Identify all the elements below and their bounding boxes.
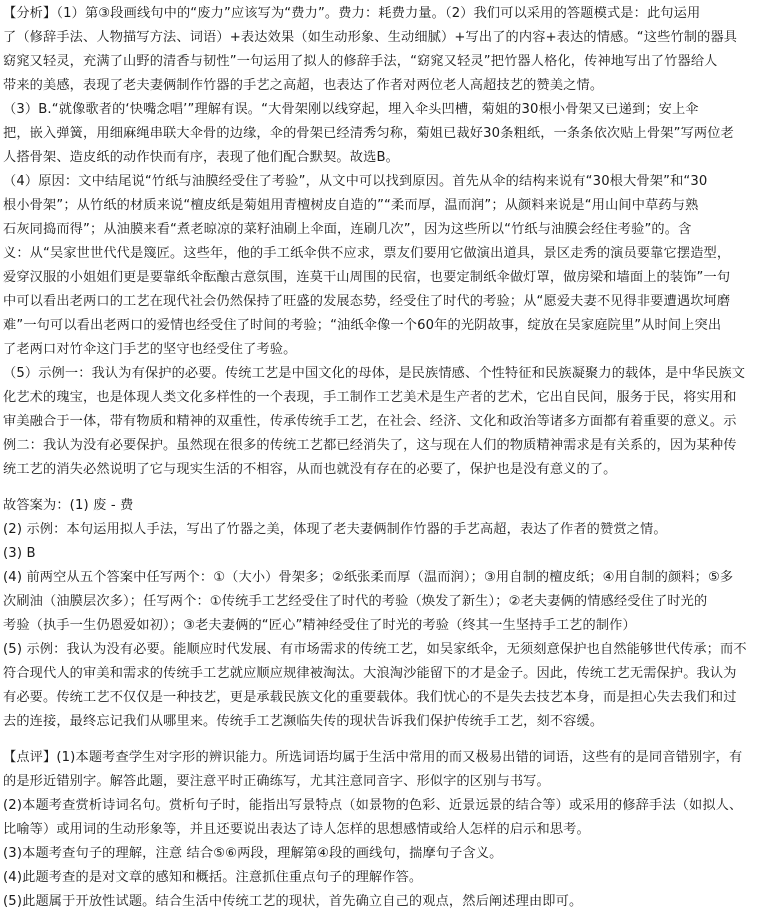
analysis-line: 中可以看出老两口的工艺在现代社会仍然保持了旺盛的发展态势，经受住了时代的考验；从“愿爱夫妻不见得非要遭遇坎坷磨: [3, 294, 731, 309]
analysis-line: 把，嵌入弹簧，用细麻绳串联大伞骨的边缘，伞的骨架已经清秀匀称，菊姐已裁好30条粗纸，一条条依次贴上骨架”写两位老: [3, 126, 734, 141]
analysis-line: 了老两口对竹伞这门手艺的坚守也经受住了考验。: [3, 342, 297, 357]
answer-line: 考验（执手一生仍恩爱如初）；③老夫妻俩的“匠心”精神经受住了时光的考验（终其一生坚持手工艺的制作）: [3, 618, 636, 633]
analysis-line: 【分析】（1）第③段画线句中的“废力”应该写为“费力”。费力：耗费力量。（2）我们可以采用的答题模式是：此句运用: [3, 6, 701, 21]
answer-line: 次刷油（油膜层次多）；任写两个：①传统手工艺经受住了时代的考验（焕发了新生）；②老夫妻俩的情感经受住了时光的: [3, 594, 708, 609]
answer-line: (2) 示例：本句运用拟人手法，写出了竹器之美，体现了老夫妻俩制作竹器的手艺高超，表达了作者的赞赏之情。: [3, 522, 667, 537]
analysis-line: （4）原因：文中结尾说“竹纸与油膜经受住了考验”，从文中可以找到原因。首先从伞的结构来说有“30根大骨架”和“30: [3, 174, 708, 189]
answer-line: 故答案为：(1) 废 - 费: [3, 498, 134, 513]
answer-line: 去的连接，最终忘记我们从哪里来。传统手工艺濒临失传的现状告诉我们保护传统手工艺，刻不容缓。: [3, 714, 604, 729]
section-gap: [3, 482, 776, 494]
answer-line: 符合现代人的审美和需求的传统手工艺就应顺应规律被淘汰。大浪淘沙能留下的才是金子。因此，传统工艺无需保护。我认为: [3, 666, 737, 681]
comment-line: 的是形近错别字。解答此题，要注意平时正确练写，尤其注意同音字、形似字的区别与书写。: [3, 774, 550, 789]
analysis-line: 石灰同捣而得”；从油膜来看“煮老晾凉的菜籽油刷上伞面，连刷几次”，因为这些所以“竹纸与油膜会经住考验”的。含: [3, 222, 692, 237]
section-gap: [3, 734, 776, 746]
analysis-line: 带来的美感，表现了老夫妻俩制作竹器的手艺之高超，也表达了作者对两位老人高超技艺的赞美之情。: [3, 78, 604, 93]
comment-line: (2)本题考查赏析诗词名句。赏析句子时，能指出写景特点（如景物的色彩、近景远景的结合等）或采用的修辞手法（如拟人、: [3, 798, 743, 813]
analysis-line: （5）示例一：我认为有保护的必要。传统工艺是中国文化的母体，是民族情感、个性特征和民族凝聚力的载体，是中华民族文: [3, 366, 746, 381]
analysis-line: 难”一句可以看出老两口的爱情也经受住了时间的考验；“油纸伞像一个60年的光阴故事，绽放在吴家庭院里”从时间上突出: [3, 318, 722, 333]
analysis-line: 人搭骨架、造皮纸的动作快而有序，表现了他们配合默契。故选B。: [3, 150, 399, 165]
analysis-line: 化艺术的瑰宝，也是体现人类文化多样性的一个表现，手工制作工艺美术是生产者的艺术，它出自民间，服务于民，将实用和: [3, 390, 737, 405]
answer-line: (3) B: [3, 546, 36, 561]
analysis-line: 审美融合于一体，带有物质和精神的双重性，传承传统手工艺，在社会、经济、文化和政治等诸多方面都有着重要的意义。示: [3, 414, 737, 429]
analysis-line: 了（修辞手法、人物描写方法、词语）+表达效果（如生动形象、生动细腻）+写出了的内容+表达的情感。“这些竹制的器具: [3, 30, 738, 45]
answer-line: 有必要。传统工艺不仅仅是一种技艺，更是承载民族文化的重要载体。我们忧心的不是失去技艺本身，而是担心失去我们和过: [3, 690, 737, 705]
analysis-line: 根小骨架”；从竹纸的材质来说“檀皮纸是菊姐用青檀树皮自造的”“柔而厚，温而润”；从颜料来说是“用山间中草药与熟: [3, 198, 699, 213]
answer-line: (5) 示例：我认为没有必要。能顺应时代发展、有市场需求的传统工艺，如吴家纸伞，无须刻意保护也自然能够世代传承；而不: [3, 642, 747, 657]
analysis-section: [3, 2, 776, 482]
analysis-line: 爱穿汉服的小姐姐们更是要靠纸伞酝酿古意氛围，连莫干山周围的民宿，也要定制纸伞做灯罩，做房梁和墙面上的装饰”一句: [3, 270, 731, 285]
comment-line: 【点评】(1)本题考查学生对字形的辨识能力。所选词语均属于生活中常用的而又极易出错的词语，这些有的是同音错别字，有: [3, 750, 743, 765]
comment-section: [3, 746, 776, 914]
answer-line: (4) 前两空从五个答案中任写两个：①（大小）骨架多；②纸张柔而厚（温而润）；③用自制的檀皮纸；④用自制的颜料；⑤多: [3, 570, 734, 585]
analysis-line: 窈窕又轻灵，充满了山野的清香与韧性”一句运用了拟人的修辞手法，“窈窕又轻灵”把竹器人格化，传神地写出了竹器给人: [3, 54, 718, 69]
analysis-line: 义：从“吴家世世代代是篾匠。这些年，他的手工纸伞供不应求，票友们要用它做演出道具，景区走秀的演员要靠它摆造型，: [3, 246, 731, 261]
comment-line: (4)此题考查的是对文章的感知和概括。注意抓住重点句子的理解作答。: [3, 870, 423, 885]
analysis-line: 统工艺的消失必然说明了它与现实生活的不相容，从而也就没有存在的必要了，保护也是没有意义的了。: [3, 462, 617, 477]
comment-line: (3)本题考查句子的理解，注意 结合⑤⑥两段，理解第④段的画线句，揣摩句子含义。: [3, 846, 503, 861]
comment-line: 比喻等）或用词的生动形象等，并且还要说出表达了诗人怎样的思想感情或给人怎样的启示和思考。: [3, 822, 590, 837]
comment-line: (5)此题属于开放性试题。结合生活中传统工艺的现状，首先确立自己的观点，然后阐述理由即可。: [3, 894, 583, 909]
analysis-line: 例二：我认为没有必要保护。虽然现在很多的传统工艺都已经消失了，这与现在人们的物质精神需求是有关系的，因为某种传: [3, 438, 737, 453]
answer-section: [3, 494, 776, 734]
analysis-line: （3）B.“就像歌者的‘快嘴念唱’”理解有误。“大骨架刚以线穿起，埋入伞头凹槽，菊姐的30根小骨架又已递到；安上伞: [3, 102, 699, 117]
